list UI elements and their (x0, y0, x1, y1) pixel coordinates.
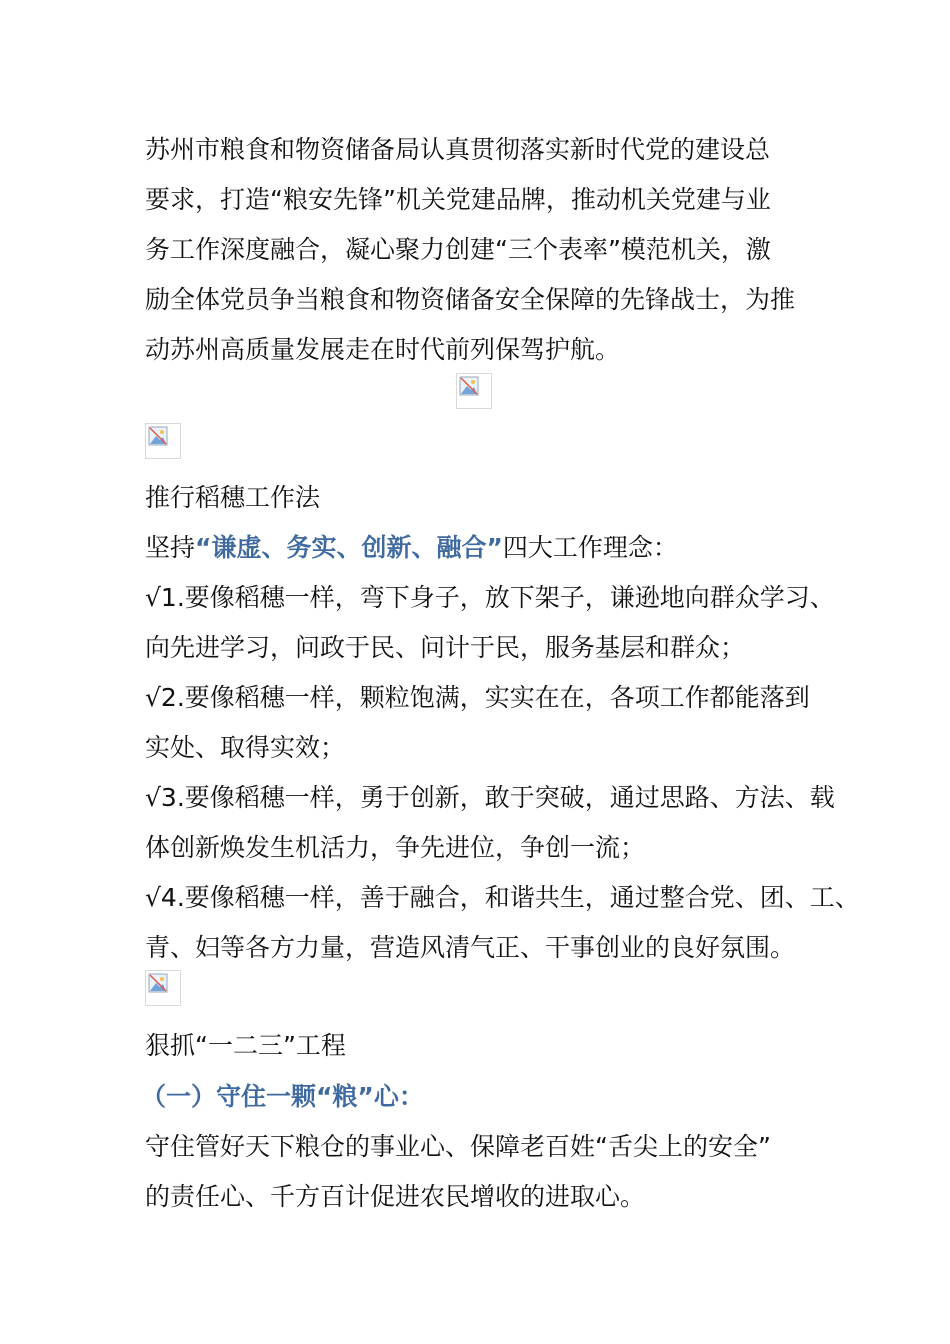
list-item: √1.要像稻穗一样，弯下身子，放下架子，谦逊地向群众学习、 (145, 583, 835, 612)
principle-suffix: 四大工作理念： (502, 533, 678, 562)
section-heading: 推行稻穗工作法 (145, 483, 321, 512)
body-line: 的责任心、千方百计促进农民增收的进取心。 (145, 1182, 646, 1211)
broken-image-icon (145, 423, 181, 459)
principle-highlight: “谦虚、务实、创新、融合” (195, 533, 503, 562)
intro-line: 要求，打造“粮安先锋”机关党建品牌，推动机关党建与业 (145, 185, 771, 214)
list-item: √3.要像稻穗一样，勇于创新，敢于突破，通过思路、方法、载 (145, 783, 835, 812)
list-item: 体创新焕发生机活力，争先进位，争创一流； (145, 833, 646, 862)
intro-line: 务工作深度融合，凝心聚力创建“三个表率”模范机关，激 (145, 235, 771, 264)
broken-image-icon (145, 970, 181, 1006)
intro-line: 励全体党员争当粮食和物资储备安全保障的先锋战士，为推 (145, 285, 796, 314)
list-item: 实处、取得实效； (145, 733, 346, 762)
section-heading: 狠抓“一二三”工程 (145, 1031, 346, 1060)
principle-prefix: 坚持 (145, 533, 196, 562)
list-item: 向先进学习，问政于民、问计于民，服务基层和群众； (145, 633, 746, 662)
body-line: 守住管好天下粮仓的事业心、保障老百姓“舌尖上的安全” (145, 1132, 771, 1161)
intro-line: 动苏州高质量发展走在时代前列保驾护航。 (145, 335, 621, 364)
subsection-heading: （一）守住一颗“粮”心： (141, 1082, 424, 1111)
list-item: √2.要像稻穗一样，颗粒饱满，实实在在，各项工作都能落到 (145, 683, 810, 712)
principle-line (145, 531, 678, 565)
list-item: 青、妇等各方力量，营造风清气正、干事创业的良好氛围。 (145, 933, 796, 962)
broken-image-icon (456, 373, 492, 409)
list-item: √4.要像稻穗一样，善于融合，和谐共生，通过整合党、团、工、 (145, 883, 860, 912)
intro-line: 苏州市粮食和物资储备局认真贯彻落实新时代党的建设总 (145, 135, 771, 164)
